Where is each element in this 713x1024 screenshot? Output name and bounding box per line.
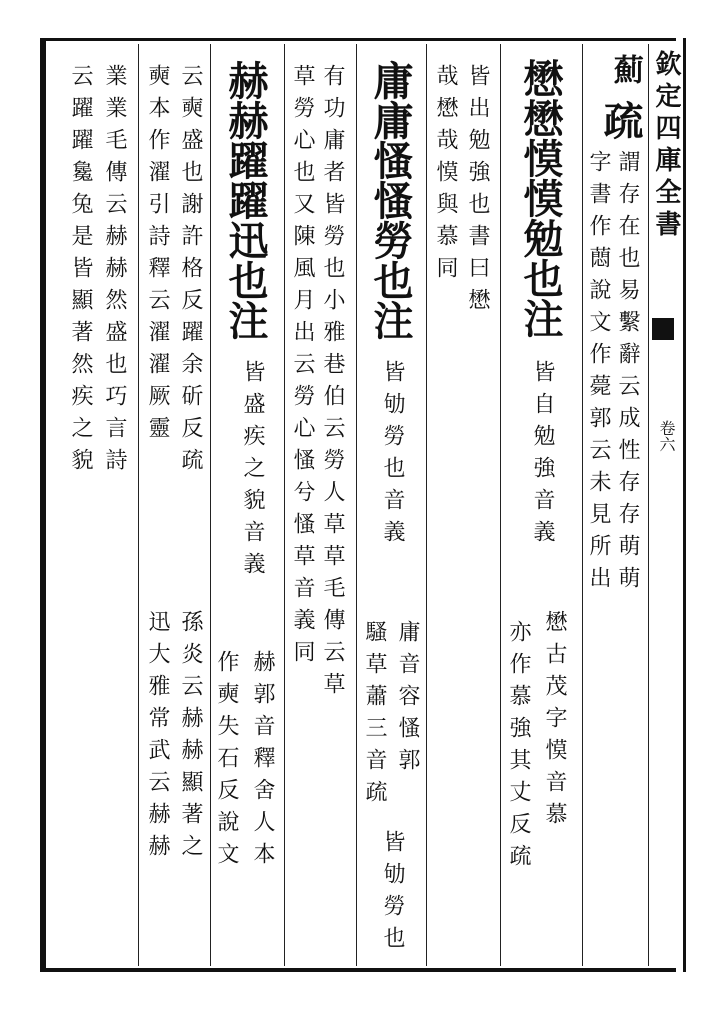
- column-rule: [356, 44, 357, 966]
- headword: 赫赫躍躍迅也注: [222, 60, 269, 340]
- column-rule: [210, 44, 211, 966]
- note-text: 懋古茂字慔音慕: [542, 610, 567, 834]
- column-rule: [426, 44, 427, 966]
- commentary-text: 云奭盛也謝許格反躍余斫反疏: [178, 64, 203, 480]
- column-rule: [582, 44, 583, 966]
- commentary-text: 云躍躍毚兔是皆顯著然疾之貌: [68, 64, 93, 480]
- headword: 懋懋慔慔勉也注: [517, 58, 564, 338]
- note-text: 皆自勉強音義: [530, 360, 555, 552]
- commentary-text: 奭本作濯引詩釋云濯濯厥靈: [145, 64, 170, 448]
- note-text: 皆劬勞也: [380, 830, 405, 958]
- commentary-text: 草勞心也又陳風月出云勞心慅兮慅草音義同: [290, 64, 315, 672]
- book-title: 欽定四庫全書: [651, 50, 681, 242]
- headword: 薊: [608, 54, 643, 84]
- commentary-text: 業業毛傳云赫赫然盛也巧言詩: [102, 64, 127, 480]
- note-text: 皆盛疾之貌音義: [240, 360, 265, 584]
- commentary-marker: 疏: [597, 100, 644, 140]
- column-rule: [500, 44, 501, 966]
- outer-border-right: [683, 38, 686, 972]
- column-rule: [284, 44, 285, 966]
- note-text: 作奭失石反說文: [214, 650, 239, 874]
- note-text: 赫郭音釋舍人本: [250, 650, 275, 874]
- commentary-text: 哉懋哉慔與慕同: [433, 64, 458, 288]
- note-text: 騷草蕭三音疏: [362, 620, 387, 812]
- column-rule: [138, 44, 139, 966]
- commentary-text: 有功庸者皆勞也小雅巷伯云勞人草草毛傳云草: [320, 64, 345, 704]
- commentary-text: 孫炎云赫赫顯著之: [178, 610, 203, 866]
- note-text: 皆劬勞也音義: [380, 360, 405, 552]
- page-frame: [40, 38, 676, 972]
- commentary-text: 皆出勉強也書曰懋: [465, 64, 490, 320]
- commentary-text: 迅大雅常武云赫赫: [145, 610, 170, 866]
- headword: 庸庸慅慅勞也注: [367, 60, 414, 340]
- fishtail-mark: [652, 318, 674, 340]
- commentary-text: 謂存在也易繫辭云成性存存萌萌: [615, 150, 640, 598]
- volume-label: 卷六: [657, 420, 676, 452]
- note-text: 亦作慕強其丈反疏: [506, 620, 531, 876]
- column-rule: [648, 44, 649, 966]
- commentary-text: 字書作蕄說文作薨郭云未見所出: [586, 150, 611, 598]
- note-text: 庸音容慅郭: [395, 620, 420, 780]
